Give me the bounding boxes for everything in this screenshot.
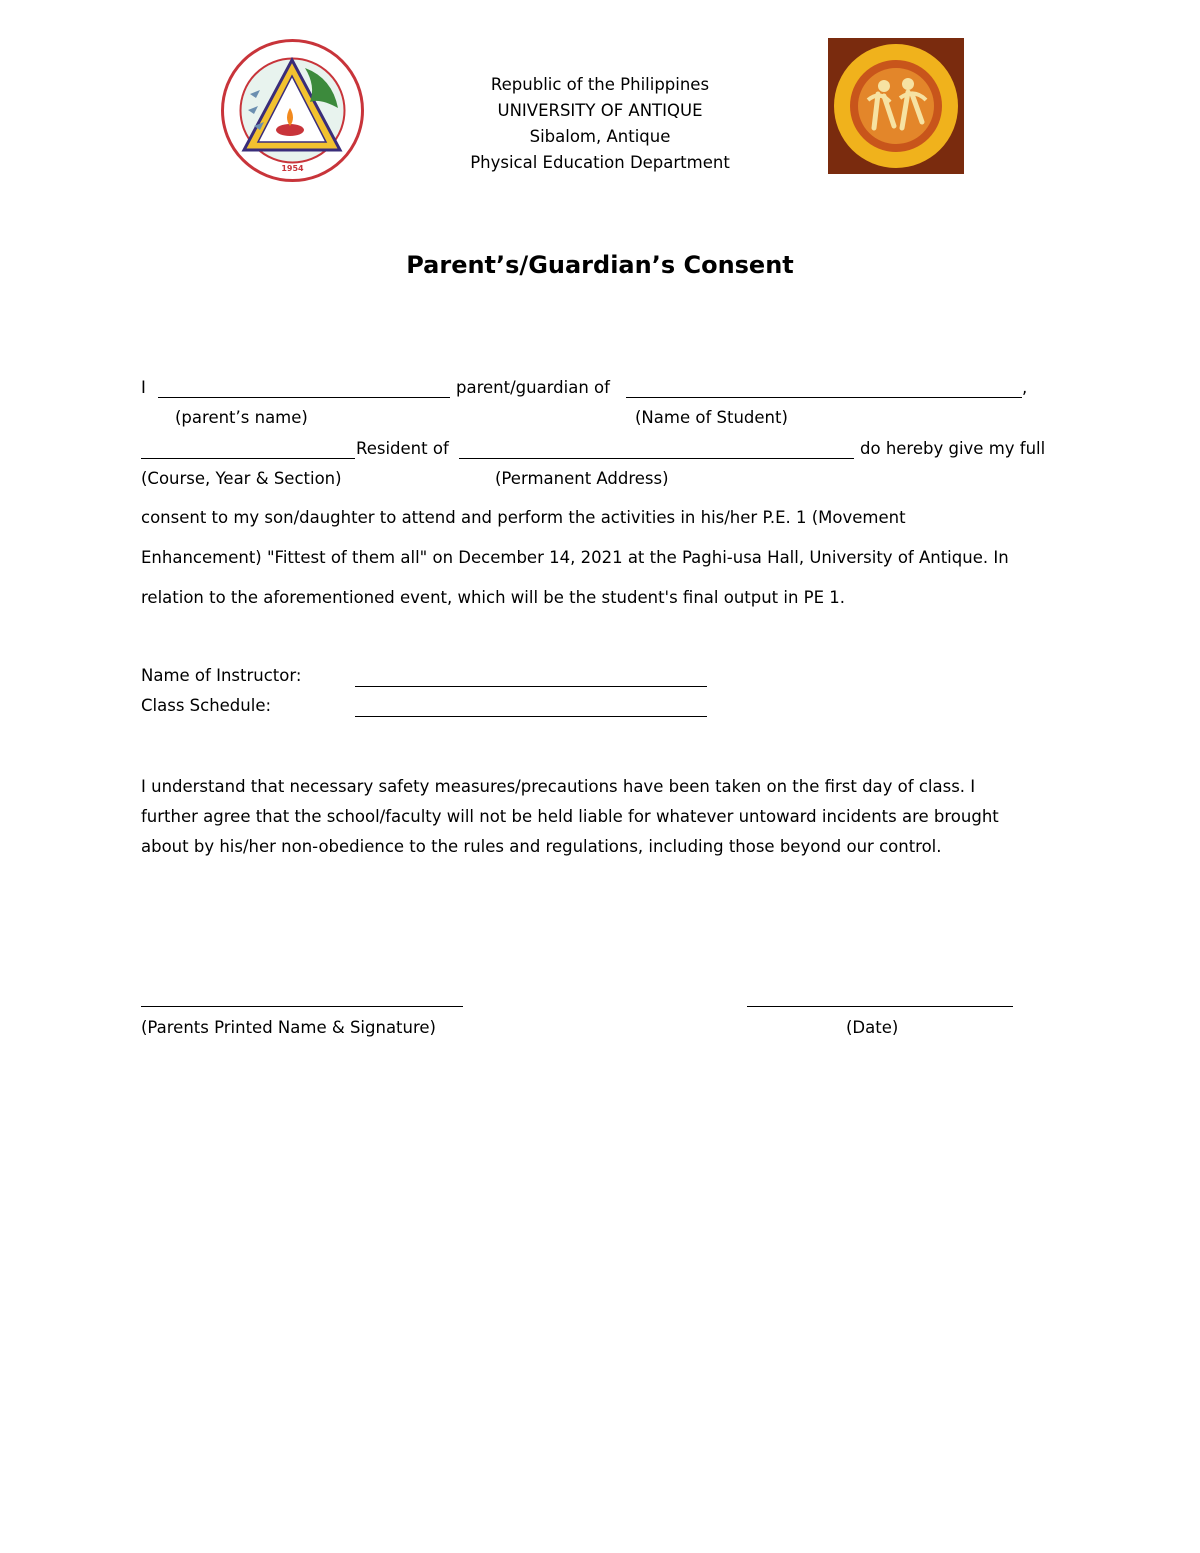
parent-name-field[interactable] bbox=[158, 397, 450, 398]
document-title: Parent’s/Guardian’s Consent bbox=[406, 251, 794, 279]
address-field[interactable] bbox=[459, 458, 854, 459]
label-parent-guardian-of: parent/guardian of bbox=[456, 378, 610, 397]
label-i: I bbox=[141, 378, 146, 397]
schedule-field[interactable] bbox=[355, 716, 707, 717]
student-name-field[interactable] bbox=[626, 397, 1022, 398]
svg-text:1954: 1954 bbox=[281, 164, 304, 173]
course-caption: (Course, Year & Section) bbox=[141, 469, 342, 488]
header-university: UNIVERSITY OF ANTIQUE bbox=[497, 101, 703, 120]
understand-line-3: about by his/her non-obedience to the rules and regulations, including those beyond our control. bbox=[141, 837, 942, 856]
header-republic: Republic of the Philippines bbox=[490, 75, 710, 94]
understand-line-2: further agree that the school/faculty will not be held liable for whatever untoward incidents are brought bbox=[141, 807, 999, 826]
consent-line-1: consent to my son/daughter to attend and perform the activities in his/her P.E. 1 (Movement bbox=[141, 508, 906, 527]
consent-line-3: relation to the aforementioned event, which will be the student's final output in PE 1. bbox=[141, 588, 846, 607]
student-name-caption: (Name of Student) bbox=[635, 408, 788, 427]
header-department: Physical Education Department bbox=[470, 153, 730, 172]
parents-name-caption: (parent’s name) bbox=[175, 408, 308, 427]
schedule-label: Class Schedule: bbox=[141, 696, 272, 715]
header-location: Sibalom, Antique bbox=[529, 127, 671, 146]
address-caption: (Permanent Address) bbox=[495, 469, 669, 488]
instructor-field[interactable] bbox=[355, 686, 707, 687]
label-resident-of: Resident of bbox=[356, 439, 449, 458]
date-field[interactable] bbox=[747, 1006, 1013, 1007]
label-do-hereby: do hereby give my full bbox=[860, 439, 1046, 458]
consent-line-2: Enhancement) "Fittest of them all" on December 14, 2021 at the Paghi-usa Hall, University of Antique. In bbox=[141, 548, 1009, 567]
instructor-label: Name of Instructor: bbox=[141, 666, 302, 685]
parent-signature-field[interactable] bbox=[141, 1006, 463, 1007]
comma: , bbox=[1022, 378, 1028, 397]
parent-signature-caption: (Parents Printed Name & Signature) bbox=[141, 1018, 436, 1037]
course-field[interactable] bbox=[141, 458, 355, 459]
date-caption: (Date) bbox=[846, 1018, 899, 1037]
university-seal-logo bbox=[220, 38, 365, 183]
understand-line-1: I understand that necessary safety measures/precautions have been taken on the first day of class. I bbox=[141, 777, 976, 796]
pe-department-logo bbox=[828, 38, 964, 174]
